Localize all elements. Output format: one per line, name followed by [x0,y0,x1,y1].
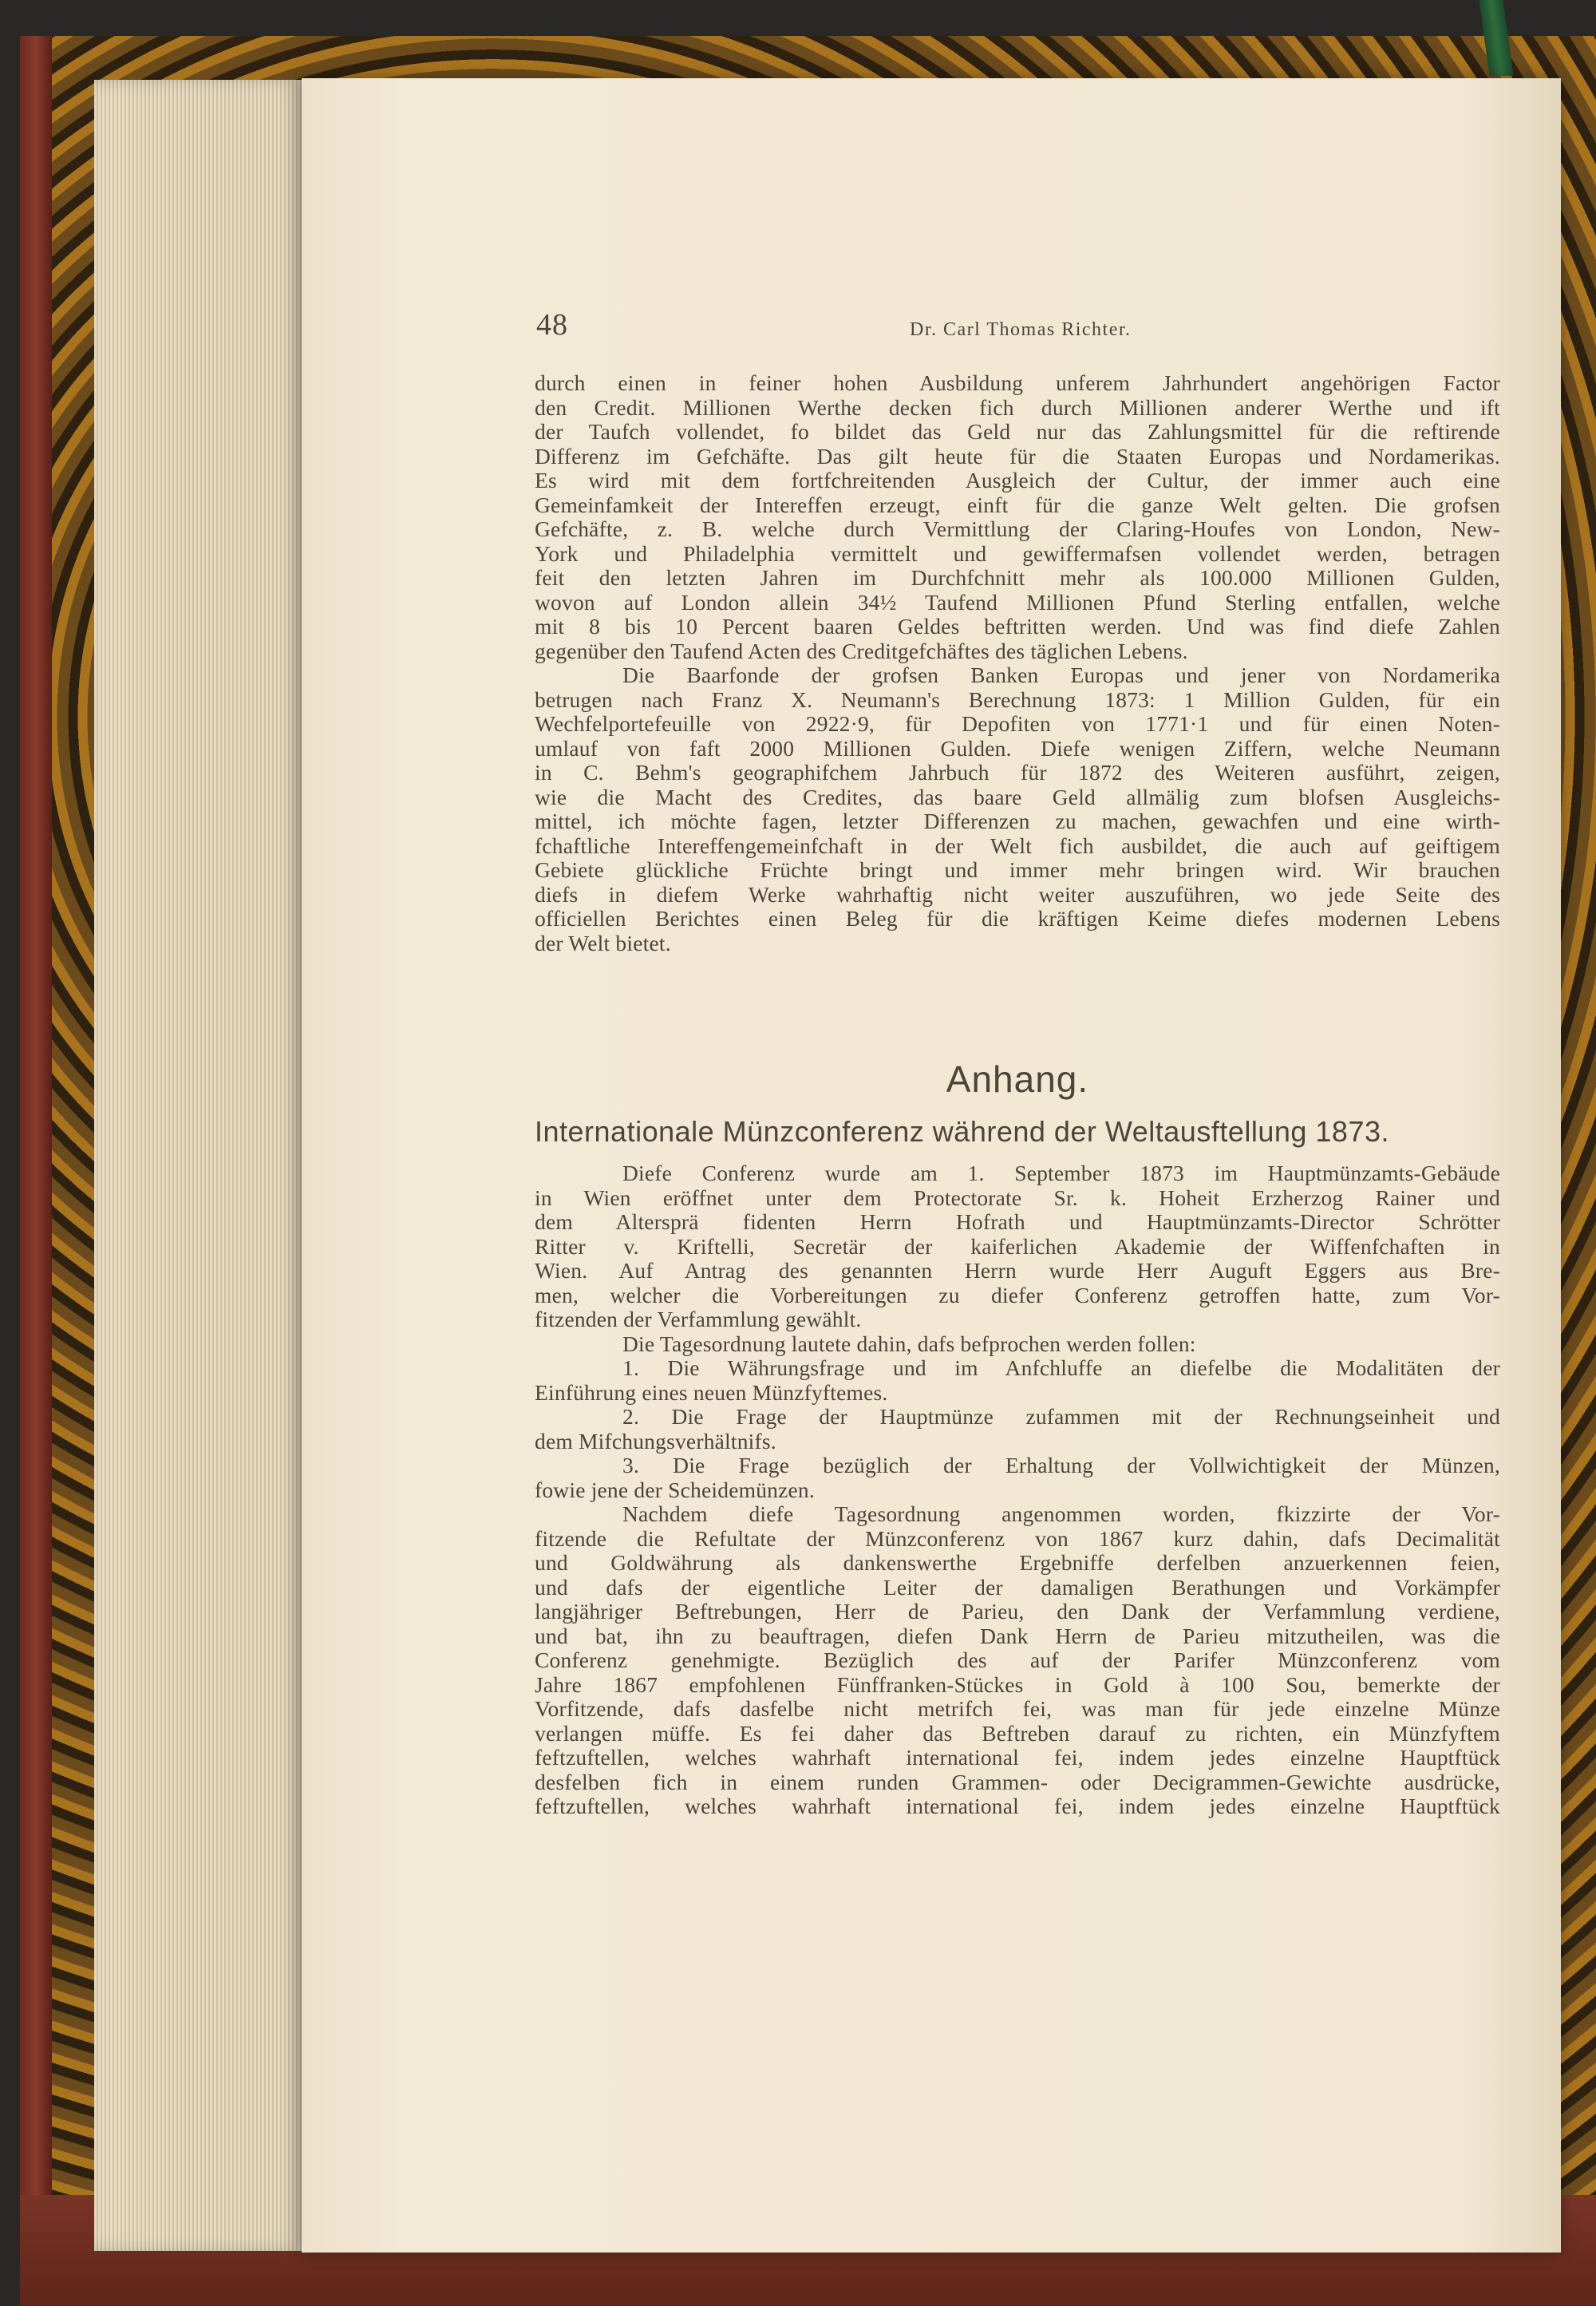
text-line: Einführung eines neuen Münzfyftemes. [535,1379,888,1405]
text-line: betrugen nach Franz X. Neumann's Berechnung 1873: 1 Million Gulden, für ein [535,686,1500,712]
text-line: langjähriger Beftrebungen, Herr de Parieu, den Dank der Verfammlung verdiene, [535,1599,1500,1624]
text-line: in Wien eröffnet unter dem Protectorate Sr. k. Hoheit Erzherzog Rainer und [535,1185,1500,1210]
cover-spine-edge [20,36,52,2306]
text-line: Jahre 1867 empfohlenen Fünffranken-Stückes in Gold à 100 Sou, bemerkte der [535,1671,1500,1697]
text-line: und dafs der eigentliche Leiter der damaligen Berathungen und Vorkämpfer [535,1574,1500,1600]
text-line: durch einen in feiner hohen Ausbildung unferem Jahrhundert angehörigen Factor [535,370,1500,395]
text-line: 2. Die Frage der Hauptmünze zufammen mit der Rechnungseinheit und [622,1404,1500,1429]
section-subtitle: Internationale Münzconferenz während der Weltausftellung 1873. [535,1115,1389,1148]
text-line: mit 8 bis 10 Percent baaren Geldes beftritten werden. Und was find diefe Zahlen [535,614,1500,639]
text-line: mittel, ich möchte fagen, letzter Differenzen zu machen, gewachfen und eine wirth- [535,809,1500,833]
text-line: verlangen müffe. Es fei daher das Beftreben darauf zu richten, ein Münzfyftem [535,1720,1500,1746]
body-text-bottom [535,1161,1500,1819]
text-line: feftzuftellen, welches wahrhaft international fei, indem jedes einzelne Hauptftück [535,1794,1500,1818]
text-line: umlauf von faft 2000 Millionen Gulden. Diefe wenigen Ziffern, welche Neumann [535,735,1500,761]
text-line: fitzende die Refultate der Münzconferenz von 1867 kurz dahin, dafs Decimalität [535,1525,1500,1551]
text-line: fchaftliche Intereffengemeinfchaft in der Welt fich ausbildet, die auch auf geiftigem [535,833,1500,858]
text-line: Gebiete glückliche Früchte bringt und immer mehr bringen wird. Wir brauchen [535,857,1500,882]
text-line: wovon auf London allein 34½ Taufend Millionen Pfund Sterling entfallen, welche [535,589,1500,615]
text-line: Diefe Conferenz wurde am 1. September 1873 im Hauptmünzamts-Gebäude [622,1161,1500,1185]
text-line: und Goldwährung als dankenswerthe Ergebniffe derfelben anzuerkennen feien, [535,1550,1500,1575]
text-line: Nachdem diefe Tagesordnung angenommen worden, fkizzirte der Vor- [622,1501,1500,1526]
text-line: Wien. Auf Antrag des genannten Herrn wurde Herr Auguft Eggers aus Bre- [535,1258,1500,1283]
text-line: feftzuftellen, welches wahrhaft international fei, indem jedes einzelne Hauptftück [535,1745,1500,1770]
text-line: wie die Macht des Credites, das baare Geld allmälig zum blofsen Ausgleichs- [535,784,1500,809]
text-line: Gefchäfte, z. B. welche durch Vermittlung der Claring-Houfes von London, New- [535,516,1500,541]
text-line: diefs in diefem Werke wahrhaftig nicht weiter auszuführen, wo jede Seite des [535,881,1500,907]
text-line: dem Mifchungsverhältnifs. [535,1428,776,1454]
text-line: York und Philadelphia vermittelt und gewiffermafsen vollendet werden, betragen [535,540,1500,566]
text-line: Die Baarfonde der grofsen Banken Europas und jener von Nordamerika [622,663,1500,687]
page-number: 48 [536,308,568,342]
section-title: Anhang. [946,1058,1089,1100]
text-line: gegenüber den Taufend Acten des Creditgefchäftes des täglichen Lebens. [535,638,1188,663]
text-line: fowie jene der Scheidemünzen. [535,1477,815,1502]
text-line: Conferenz genehmigte. Bezüglich des auf der Parifer Münzconferenz vom [535,1647,1500,1672]
text-line: feit den letzten Jahren im Durchfchnitt mehr als 100.000 Millionen Gulden, [535,565,1500,590]
text-line: Es wird mit dem fortfchreitenden Ausgleich der Cultur, der immer auch eine [535,468,1500,492]
text-line: fitzenden der Verfammlung gewählt. [535,1307,862,1331]
text-line: und bat, ihn zu beauftragen, diefen Dank Herrn de Parieu mitzutheilen, was die [535,1623,1500,1648]
text-line: Gemeinfamkeit der Intereffen erzeugt, einft für die ganze Welt gelten. Die grofsen [535,492,1500,517]
text-line: officiellen Berichtes einen Beleg für die kräftigen Keime diefes modernen Lebens [535,906,1500,931]
text-line: dem Altersprä fidenten Herrn Hofrath und Hauptmünzamts-Director Schrötter [535,1209,1500,1234]
running-head: Dr. Carl Thomas Richter. [910,319,1132,340]
text-line: Vorfitzende, dafs dasfelbe nicht metrifch fei, was man für jede einzelne Münze [535,1696,1500,1721]
text-line: den Credit. Millionen Werthe decken fich durch Millionen anderer Werthe und ift [535,394,1500,420]
text-line: desfelben fich in einem runden Grammen- oder Decigrammen-Gewichte ausdrücke, [535,1769,1500,1794]
text-line: Differenz im Gefchäfte. Das gilt heute für die Staaten Europas und Nordamerikas. [535,443,1500,469]
body-text-top [535,371,1500,955]
page-block-edges [94,80,302,2251]
text-line: Die Tagesordnung lautete dahin, dafs befprochen werden follen: [622,1331,1196,1356]
text-line: 1. Die Währungsfrage und im Anfchluffe an diefelbe die Modalitäten der [622,1355,1500,1380]
text-line: in C. Behm's geographifchem Jahrbuch für 1872 des Weiteren ausführt, zeigen, [535,760,1500,785]
text-line: 3. Die Frage bezüglich der Erhaltung der Vollwichtigkeit der Münzen, [622,1453,1500,1477]
text-line: der Welt bietet. [535,930,671,955]
text-line: Ritter v. Kriftelli, Secretär der kaiferlichen Akademie der Wiffenfchaften in [535,1233,1500,1259]
text-line: men, welcher die Vorbereitungen zu diefer Conferenz getroffen hatte, zum Vor- [535,1282,1500,1307]
text-line: der Taufch vollendet, fo bildet das Geld nur das Zahlungsmittel für die reftirende [535,419,1500,444]
text-line: Wechfelportefeuille von 2922·9, für Depofiten von 1771·1 und für einen Noten- [535,711,1500,736]
